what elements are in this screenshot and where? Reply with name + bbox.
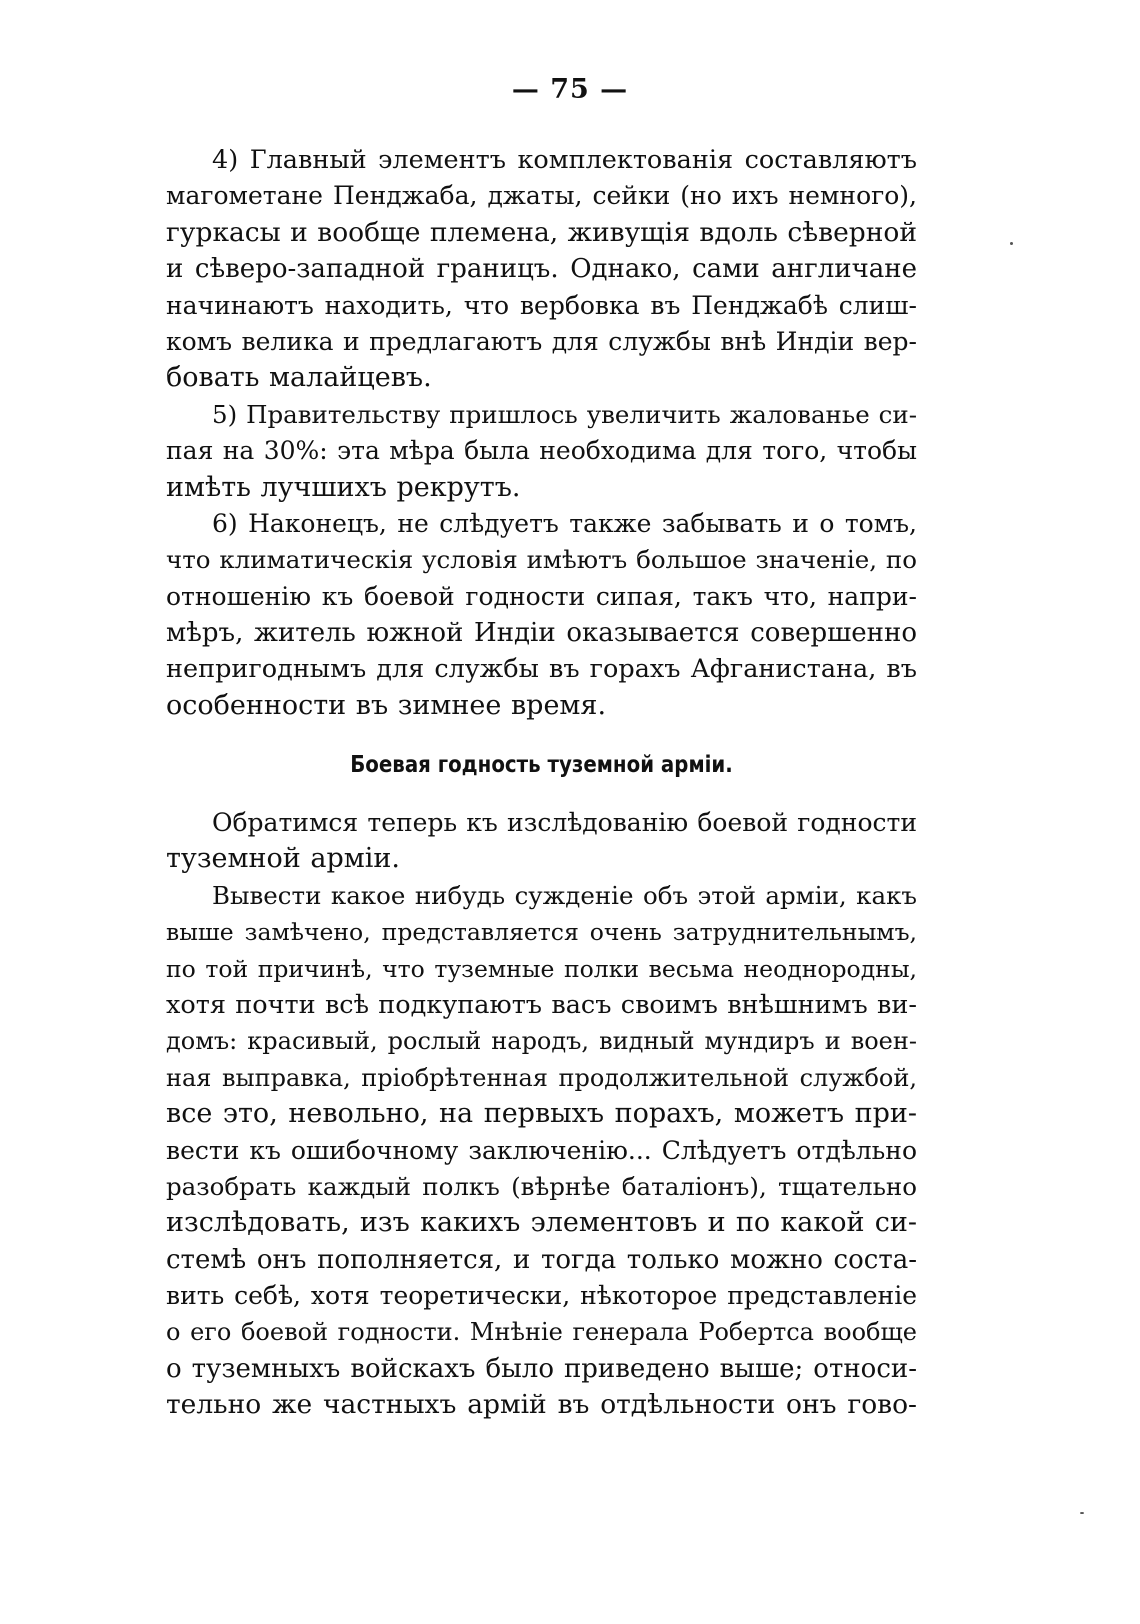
text-line: вести къ ошибочному заключенію... Слѣдуетъ отдѣльно <box>166 1135 917 1165</box>
text-line: что климатическія условія имѣютъ большое значеніе, по <box>166 545 917 575</box>
scan-speck <box>1080 1512 1084 1514</box>
text-line: хотя почти всѣ подкупаютъ васъ своимъ внѣшнимъ ви- <box>166 989 917 1020</box>
text-line: отношенію къ боевой годности сипая, такъ что, напри- <box>166 581 917 611</box>
text-line: домъ: красивый, рослый народъ, видный мундиръ и воен- <box>166 1027 917 1056</box>
text-line: непригоднымъ для службы въ горахъ Афганистана, въ <box>166 654 917 685</box>
text-line: начинаютъ находить, что вербовка въ Пенджабѣ слиш- <box>166 290 917 320</box>
section-heading: Боевая годность туземной арміи. <box>350 752 733 778</box>
text-line: изслѣдовать, изъ какихъ элементовъ и по какой си- <box>166 1207 917 1239</box>
text-line: магометане Пенджаба, джаты, сейки (но ихъ немного), <box>166 181 917 211</box>
text-line: мѣръ, житель южной Индіи оказывается совершенно <box>166 618 917 649</box>
text-line: о туземныхъ войскахъ было приведено выше; относи- <box>166 1353 917 1384</box>
text-line: стемѣ онъ пополняется, и тогда только можно соста- <box>166 1244 917 1275</box>
text-line: все это, невольно, на первыхъ порахъ, можетъ при- <box>166 1098 917 1130</box>
text-line: 4) Главный элементъ комплектованія составляютъ <box>212 145 917 175</box>
text-line: тельно же частныхъ армій въ отдѣльности онъ гово- <box>166 1389 917 1421</box>
body-text-bottom <box>166 805 917 1424</box>
text-line: Обратимся теперь къ изслѣдованію боевой годности <box>212 808 917 837</box>
text-line: имѣть лучшихъ рекрутъ. <box>166 471 521 503</box>
text-line: бовать малайцевъ. <box>166 362 432 394</box>
text-line: и сѣверо-западной границъ. Однако, сами англичане <box>166 254 917 285</box>
text-line: 6) Наконецъ, не слѣдуетъ также забывать и о томъ, <box>212 508 917 538</box>
body-text-top <box>166 142 917 724</box>
text-line: выше замѣчено, представляется очень затруднительнымъ, <box>166 918 917 947</box>
text-line: гуркасы и вообще племена, живущія вдоль сѣверной <box>166 216 917 248</box>
text-line: вить себѣ, хотя теоретически, нѣкоторое представленіе <box>166 1281 917 1311</box>
text-line: по той причинѣ, что туземные полки весьма неоднородны, <box>166 954 917 983</box>
text-line: о его боевой годности. Мнѣніе генерала Робертса вообще <box>166 1318 917 1347</box>
scan-speck <box>1010 242 1013 245</box>
text-line: Вывести какое нибудь сужденіе объ этой арміи, какъ <box>212 880 917 910</box>
text-line: 5) Правительству пришлось увеличить жалованье си- <box>212 399 917 429</box>
text-line: разобрать каждый полкъ (вѣрнѣе баталіонъ), тщательно <box>166 1171 917 1201</box>
text-line: особенности въ зимнее время. <box>166 689 607 721</box>
text-line: комъ велика и предлагаютъ для службы внѣ Индіи вер- <box>166 326 917 356</box>
text-line: ная выправка, пріобрѣтенная продолжительной службой, <box>166 1063 917 1092</box>
text-line: пая на 30%: эта мѣра была необходима для того, чтобы <box>166 436 917 466</box>
page-number: — 75 — <box>511 74 629 105</box>
text-line: туземной арміи. <box>166 843 400 875</box>
